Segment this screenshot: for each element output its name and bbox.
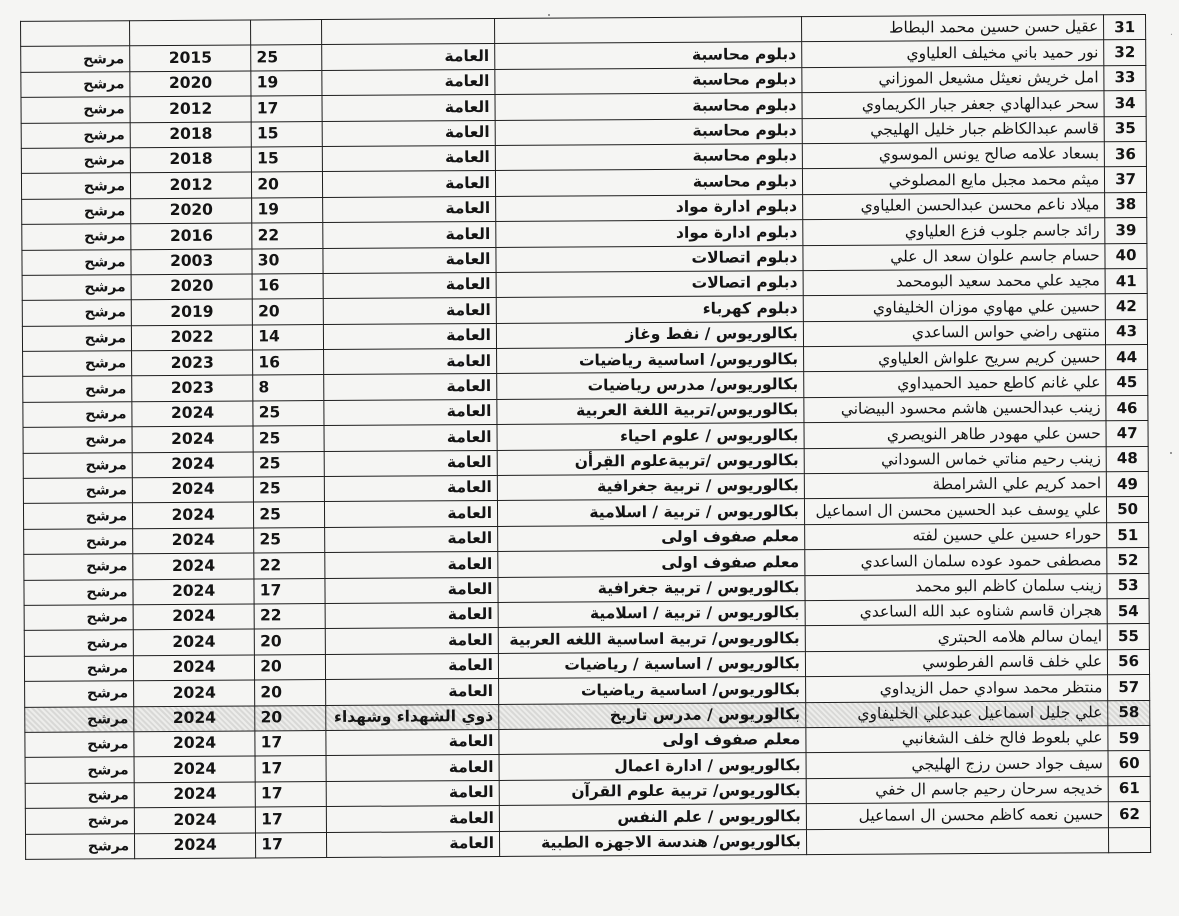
candidate-name-cell: سيف جواد حسن رزج الهليجي (806, 751, 1108, 778)
graduation-year-cell: 2024 (134, 756, 255, 782)
score-cell: 16 (253, 350, 323, 376)
score-cell: 17 (255, 781, 325, 807)
row-number-cell: 47 (1106, 421, 1148, 447)
graduation-year-cell: 2022 (131, 325, 252, 351)
channel-cell: العامة (324, 577, 498, 603)
candidate-name-cell: ميثم محمد مجبل مايع المصلوخي (802, 167, 1104, 194)
status-cell: مرشح (25, 808, 134, 834)
graduation-year-cell: 2024 (134, 807, 255, 833)
candidates-table (20, 14, 1151, 860)
graduation-year-cell: 2024 (133, 655, 254, 681)
candidate-name-cell: علي خلف قاسم الفرطوسي (805, 650, 1107, 677)
row-number-cell: 41 (1105, 268, 1147, 294)
qualification-cell: بكالوريوس / تربية / اسلامية (498, 601, 805, 628)
qualification-cell: بكالوريوس / تربية جغرافية (498, 575, 805, 602)
candidate-name-cell: حسين نعمه كاظم محسن ال اسماعيل (806, 802, 1108, 829)
qualification-cell: دبلوم محاسبة (495, 93, 802, 120)
channel-cell: العامة (326, 755, 500, 781)
table-body (21, 15, 1151, 860)
graduation-year-cell: 2024 (132, 401, 253, 427)
row-number-cell: 48 (1106, 446, 1148, 472)
candidate-name-cell: علي بلعوط فالح خلف الشغانبي (806, 726, 1108, 753)
score-cell: 8 (253, 375, 323, 401)
status-cell: مرشح (23, 478, 132, 504)
candidate-name-cell: نور حميد باني مخيلف العلياوي (802, 40, 1104, 67)
candidate-name-cell: علي يوسف عبد الحسين محسن ال اسماعيل (804, 497, 1106, 524)
channel-cell: العامة (326, 780, 500, 806)
score-cell: 20 (255, 629, 325, 655)
qualification-cell: بكالوريوس / علوم احياء (497, 423, 804, 450)
row-number-cell: 44 (1106, 345, 1148, 371)
row-number-cell: 54 (1107, 598, 1149, 624)
status-cell: مرشح (22, 275, 131, 301)
score-cell: 19 (251, 70, 321, 96)
qualification-cell: دبلوم محاسبة (495, 67, 802, 94)
row-number-cell: 33 (1104, 65, 1146, 91)
channel-cell: العامة (324, 425, 498, 451)
score-cell: 17 (255, 730, 325, 756)
graduation-year-cell: 2024 (134, 680, 255, 706)
channel-cell: العامة (324, 552, 498, 578)
scan-edge-mark: · (1169, 30, 1173, 41)
status-cell: مرشح (21, 97, 130, 123)
channel-cell: العامة (322, 95, 496, 121)
qualification-cell: دبلوم ادارة مواد (496, 194, 803, 221)
qualification-cell: بكالوريوس/ هندسة الاجهزه الطبية (499, 829, 806, 856)
status-cell: مرشح (23, 452, 132, 478)
channel-cell: العامة (321, 44, 495, 70)
score-cell: 22 (254, 553, 324, 579)
graduation-year-cell: 2020 (131, 198, 252, 224)
graduation-year-cell: 2024 (133, 629, 254, 655)
candidate-name-cell: علي غانم كاطع حميد الحميداوي (804, 370, 1106, 397)
qualification-cell: دبلوم كهرباء (496, 296, 803, 323)
row-number-cell: 49 (1107, 472, 1149, 498)
graduation-year-cell: 2018 (130, 122, 251, 148)
channel-cell: العامة (323, 272, 497, 298)
graduation-year-cell: 2018 (130, 147, 251, 173)
row-number-cell: 45 (1106, 370, 1148, 396)
score-cell: 20 (255, 654, 325, 680)
score-cell: 30 (252, 248, 322, 274)
channel-cell: العامة (323, 374, 497, 400)
score-cell: 25 (254, 477, 324, 503)
row-number-cell: 31 (1104, 15, 1146, 41)
row-number-cell: 60 (1108, 751, 1150, 777)
row-number-cell: 39 (1105, 218, 1147, 244)
qualification-cell: بكالوريوس /تربيةعلوم القرأن (497, 448, 804, 475)
candidate-name-cell: رائد جاسم جلوب فزع العلياوي (803, 218, 1105, 245)
score-cell: 25 (254, 527, 324, 553)
channel-cell: العامة (325, 679, 499, 705)
channel-cell: العامة (324, 526, 498, 552)
graduation-year-cell: 2003 (131, 248, 252, 274)
qualification-cell: دبلوم محاسبة (495, 42, 802, 69)
qualification-cell: بكالوريوس / ادارة اعمال (499, 753, 806, 780)
qualification-cell: دبلوم محاسبة (495, 118, 802, 145)
status-cell: مرشح (23, 351, 132, 377)
score-cell: 15 (251, 121, 321, 147)
row-number-cell: 42 (1105, 294, 1147, 320)
channel-cell: العامة (324, 450, 498, 476)
qualification-cell: بكالوريوس/ تربية علوم القرآن (499, 778, 806, 805)
graduation-year-cell: 2024 (134, 731, 255, 757)
status-cell: مرشح (23, 503, 132, 529)
qualification-cell: بكالوريوس / مدرس تاريخ (499, 702, 806, 729)
candidate-name-cell: هجران قاسم شناوه عبد الله الساعدي (805, 599, 1107, 626)
status-cell: مرشح (21, 173, 130, 199)
scan-speck (548, 14, 550, 16)
score-cell: 22 (252, 223, 322, 249)
row-number-cell (1109, 827, 1151, 853)
status-cell: مرشح (24, 605, 133, 631)
status-cell: مرشح (22, 249, 131, 275)
candidate-name-cell: حسين كريم سريح علواش العلياوي (803, 345, 1105, 372)
channel-cell: العامة (322, 222, 496, 248)
qualification-cell: دبلوم محاسبة (495, 169, 802, 196)
candidate-name-cell: ايمان سالم هلامه الحبتري (805, 624, 1107, 651)
candidate-name-cell: امل خريش نعيثل مشيعل الموزاني (802, 66, 1104, 93)
graduation-year-cell: 2023 (132, 350, 253, 376)
candidate-name-cell: حسن علي مهودر طاهر النويصري (804, 421, 1106, 448)
graduation-year-cell: 2024 (134, 706, 255, 732)
score-cell: 25 (251, 45, 321, 71)
qualification-cell: دبلوم ادارة مواد (496, 220, 803, 247)
graduation-year-cell: 2024 (133, 604, 254, 630)
qualification-cell: دبلوم محاسبة (495, 144, 802, 171)
candidate-name-cell: منتظر محمد سوادي حمل الزيداوي (805, 675, 1107, 702)
channel-cell: العامة (322, 247, 496, 273)
graduation-year-cell: 2020 (130, 71, 251, 97)
row-number-cell: 46 (1106, 395, 1148, 421)
channel-cell: العامة (322, 171, 496, 197)
graduation-year-cell: 2024 (132, 452, 253, 478)
status-cell: مرشح (25, 706, 134, 732)
qualification-cell: بكالوريوس/ اساسية رياضيات (496, 347, 803, 374)
candidate-name-cell: قاسم عبدالكاظم جبار خليل الهليجي (802, 116, 1104, 143)
channel-cell: العامة (323, 349, 497, 375)
qualification-cell: بكالوريوس / نفط وغاز (496, 321, 803, 348)
candidate-name-cell: منتهى راضي حواس الساعدي (803, 319, 1105, 346)
row-number-cell: 43 (1106, 319, 1148, 345)
score-cell: 25 (253, 451, 323, 477)
channel-cell: العامة (326, 806, 500, 832)
status-cell: مرشح (23, 402, 132, 428)
status-cell (21, 21, 130, 47)
status-cell: مرشح (21, 122, 130, 148)
graduation-year-cell: 2012 (130, 172, 251, 198)
candidate-name-cell: زينب سلمان كاظم البو محمد (805, 573, 1107, 600)
row-number-cell: 50 (1107, 497, 1149, 523)
row-number-cell: 57 (1108, 675, 1150, 701)
channel-cell: العامة (321, 69, 495, 95)
candidate-name-cell: احمد كريم علي الشرامطة (804, 472, 1106, 499)
status-cell: مرشح (22, 198, 131, 224)
qualification-cell: دبلوم اتصالات (496, 245, 803, 272)
status-cell: مرشح (23, 427, 132, 453)
score-cell: 17 (256, 832, 326, 858)
row-number-cell: 51 (1107, 522, 1149, 548)
row-number-cell: 61 (1108, 776, 1150, 802)
graduation-year-cell: 2024 (133, 553, 254, 579)
status-cell: مرشح (21, 148, 130, 174)
qualification-cell: معلم صفوف اولى (498, 524, 805, 551)
channel-cell (321, 18, 495, 44)
row-number-cell: 34 (1104, 91, 1146, 117)
status-cell: مرشح (22, 325, 131, 351)
candidate-name-cell: خديجه سرحان رحيم جاسم ال خفي (806, 776, 1108, 803)
status-cell: مرشح (25, 757, 134, 783)
candidate-name-cell: حسين علي مهاوي موزان الخليفاوي (803, 294, 1105, 321)
score-cell: 25 (253, 400, 323, 426)
score-cell: 20 (255, 705, 325, 731)
candidate-name-cell: زينب عبدالحسين هاشم محسود البيضاني (804, 396, 1106, 423)
graduation-year-cell: 2020 (131, 274, 252, 300)
status-cell: مرشح (21, 71, 130, 97)
status-cell: مرشح (24, 655, 133, 681)
score-cell: 25 (253, 426, 323, 452)
row-number-cell: 55 (1107, 624, 1149, 650)
graduation-year-cell: 2024 (133, 579, 254, 605)
qualification-cell: بكالوريوس/ مدرس رياضيات (497, 372, 804, 399)
score-cell: 20 (252, 172, 322, 198)
candidate-name-cell: عقيل حسن حسين محمد البطاط (801, 15, 1103, 42)
scan-speck (1170, 452, 1172, 454)
graduation-year-cell: 2023 (132, 375, 253, 401)
candidate-name-cell: بسعاد علامه صالح يونس الموسوي (802, 142, 1104, 169)
score-cell (251, 20, 321, 46)
status-cell: مرشح (25, 833, 134, 859)
graduation-year-cell: 2024 (132, 477, 253, 503)
row-number-cell: 37 (1105, 167, 1147, 193)
qualification-cell: بكالوريوس / اساسية / رياضيات (498, 651, 805, 678)
row-number-cell: 53 (1107, 573, 1149, 599)
graduation-year-cell: 2019 (131, 299, 252, 325)
candidate-name-cell: حسام جاسم علوان سعد ال علي (803, 243, 1105, 270)
candidate-name-cell: مصطفى حمود عوده سلمان الساعدي (805, 548, 1107, 575)
graduation-year-cell: 2024 (134, 782, 255, 808)
graduation-year-cell: 2024 (133, 528, 254, 554)
status-cell: مرشح (25, 782, 134, 808)
status-cell: مرشح (21, 46, 130, 72)
channel-cell: العامة (326, 831, 500, 857)
score-cell: 17 (251, 96, 321, 122)
status-cell: مرشح (24, 630, 133, 656)
graduation-year-cell: 2024 (133, 502, 254, 528)
qualification-cell: معلم صفوف اولى (499, 728, 806, 755)
graduation-year-cell: 2024 (132, 426, 253, 452)
score-cell: 15 (252, 146, 322, 172)
channel-cell: العامة (325, 729, 499, 755)
candidate-name-cell (806, 827, 1108, 854)
candidate-name-cell: مجيد علي محمد سعيد البومحمد (803, 269, 1105, 296)
qualification-cell: معلم صفوف اولى (498, 550, 805, 577)
row-number-cell: 62 (1109, 802, 1151, 828)
channel-cell: العامة (324, 476, 498, 502)
score-cell: 17 (255, 756, 325, 782)
graduation-year-cell: 2015 (130, 45, 251, 71)
row-number-cell: 35 (1104, 116, 1146, 142)
status-cell: مرشح (23, 376, 132, 402)
row-number-cell: 52 (1107, 548, 1149, 574)
candidate-name-cell: سحر عبدالهادي جعفر جبار الكريماوي (802, 91, 1104, 118)
channel-cell: العامة (322, 196, 496, 222)
score-cell: 22 (254, 604, 324, 630)
candidate-name-cell: زينب رحيم مناتي خماس السوداني (804, 446, 1106, 473)
score-cell: 14 (253, 324, 323, 350)
row-number-cell: 58 (1108, 700, 1150, 726)
row-number-cell: 32 (1104, 40, 1146, 66)
qualification-cell: بكالوريوس / علم النفس (499, 804, 806, 831)
graduation-year-cell: 2016 (131, 223, 252, 249)
score-cell: 16 (252, 273, 322, 299)
qualification-cell: بكالوريوس / تربية / اسلامية (497, 499, 804, 526)
channel-cell: العامة (323, 298, 497, 324)
channel-cell: العامة (322, 145, 496, 171)
row-number-cell: 38 (1105, 192, 1147, 218)
score-cell: 25 (254, 502, 324, 528)
channel-cell: العامة (325, 628, 499, 654)
channel-cell: ذوي الشهداء وشهداء (325, 704, 499, 730)
qualification-cell: بكالوريوس/ اساسية رياضيات (499, 677, 806, 704)
row-number-cell: 59 (1108, 725, 1150, 751)
graduation-year-cell: 2012 (130, 96, 251, 122)
row-number-cell: 36 (1105, 141, 1147, 167)
status-cell: مرشح (24, 554, 133, 580)
channel-cell: العامة (323, 323, 497, 349)
status-cell: مرشح (25, 732, 134, 758)
row-number-cell: 56 (1108, 649, 1150, 675)
row-number-cell: 40 (1105, 243, 1147, 269)
score-cell: 20 (252, 299, 322, 325)
status-cell: مرشح (25, 681, 134, 707)
qualification-cell (494, 17, 801, 44)
status-cell: مرشح (22, 224, 131, 250)
qualification-cell: بكالوريوس / تربية جغرافية (497, 474, 804, 501)
score-cell: 17 (254, 578, 324, 604)
status-cell: مرشح (24, 529, 133, 555)
candidate-name-cell: علي جليل اسماعيل عبدعلي الخليفاوي (806, 700, 1108, 727)
status-cell: مرشح (22, 300, 131, 326)
qualification-cell: دبلوم اتصالات (496, 271, 803, 298)
score-cell: 19 (252, 197, 322, 223)
candidate-name-cell: ميلاد ناعم محسن عبدالحسن العلياوي (803, 192, 1105, 219)
graduation-year-cell: 2024 (135, 832, 256, 858)
status-cell: مرشح (24, 579, 133, 605)
score-cell: 17 (256, 807, 326, 833)
score-cell: 20 (255, 680, 325, 706)
channel-cell: العامة (325, 602, 499, 628)
graduation-year-cell (130, 20, 251, 46)
channel-cell: العامة (324, 501, 498, 527)
channel-cell: العامة (325, 653, 499, 679)
qualification-cell: بكالوريوس/تربية اللغة العربية (497, 397, 804, 424)
candidate-name-cell: حوراء حسين علي حسين لفته (805, 523, 1107, 550)
channel-cell: العامة (322, 120, 496, 146)
channel-cell: العامة (323, 399, 497, 425)
qualification-cell: بكالوريوس/ تربية اساسية اللغه العربية (498, 626, 805, 653)
